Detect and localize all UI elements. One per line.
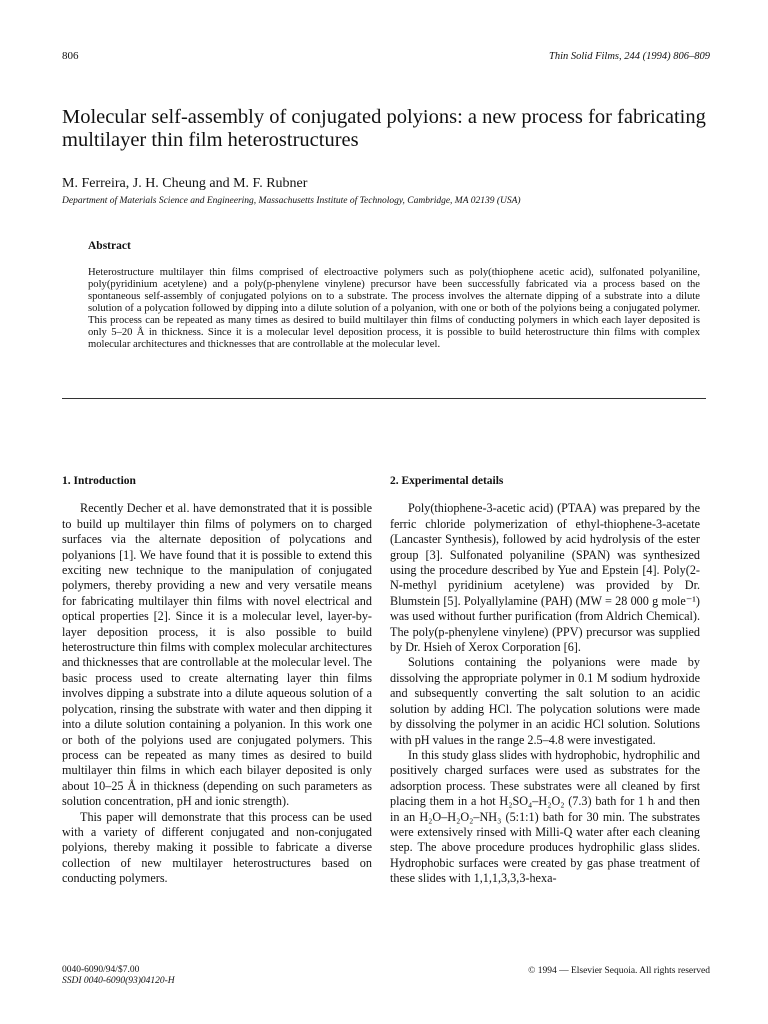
author-list: M. Ferreira, J. H. Cheung and M. F. Rubner — [62, 176, 308, 191]
introduction-heading: 1. Introduction — [62, 475, 136, 487]
abstract-text: Heterostructure multilayer thin films comprised of electroactive polymers such as poly(thiophene acetic acid), sulfonated polyaniline, poly(pyridinium acetylene) and a poly(p-phenylene vinylene) precursor have been successfully fabricated via a process based on the spontaneous self-assembly of conjugated polyions on to a substrate. The process involves the alternate dipping of a substrate into a dilute solution of a polycation followed by dipping into a dilute solution of a polyanion, with one or both of the polyions being a conjugated polymer. This process can be repeated as many times as desired to build multilayer thin films of conducting polymers in which each layer deposited is only 5–20 Å in thickness. Since it is a molecular level deposition process, it is possible to build heterostructure thin films with complex molecular architectures and thicknesses that are controllable at the molecular level. — [88, 267, 700, 350]
introduction-paragraph-2: This paper will demonstrate that this process can be used with a variety of different conjugated and non-conjugated polyions, thereby making it possible to fabricate a diverse collection of new multilayer heterostructures based on conducting polymers. — [62, 809, 372, 886]
article-title: Molecular self-assembly of conjugated polyions: a new process for fabricating multilayer thin film heterostructures — [62, 106, 706, 151]
introduction-column — [62, 474, 372, 887]
section-divider — [62, 398, 706, 399]
introduction-paragraph-1: Recently Decher et al. have demonstrated that it is possible to build up multilayer thin films of polymers on to charged surfaces via the alternate deposition of polycations and polyanions [1]. We have found that it is possible to extend this exciting new technique to the manipulation of conjugated polymers, thereby providing a new and very versatile means for fabricating multilayer thin films with novel electrical and optical properties [2]. Since it is a molecular level, layer-by-layer deposition process, it is also possible to build heterostructure thin films with complex molecular architectures and thicknesses that are controllable at the molecular level. The basic process used to create alternating layer thin films involves dipping a substrate into a dilute aqueous solution of a polycation, rinsing the substrate with water and then dipping it into a dilute solution containing a polyanion. In this work one or both of the polyions used are conjugated polymers. This process can be repeated as many times as desired to build multilayer thin films in which each bilayer deposited is only about 10–25 Å in thickness (depending on such parameters as solution concentration, pH and ionic strength). — [62, 501, 372, 809]
ssdi-code: SSDI 0040-6090(93)04120-H — [62, 976, 175, 986]
experimental-paragraph-2: Solutions containing the polyanions were made by dissolving the appropriate polymer in 0.1 M sodium hydroxide and subsequently converting the salt solution to an acidic solution by adding HCl. The polycation solutions were made by dissolving the polymer in an acidic HCl solution. Solutions with pH values in the range 2.5–4.8 were investigated. — [390, 655, 700, 747]
copyright-notice: © 1994 — Elsevier Sequoia. All rights reserved — [528, 966, 710, 976]
page-number: 806 — [62, 50, 79, 62]
experimental-heading: 2. Experimental details — [390, 475, 504, 487]
experimental-column — [390, 474, 700, 887]
journal-citation: Thin Solid Films, 244 (1994) 806–809 — [548, 51, 710, 62]
experimental-paragraph-3: In this study glass slides with hydrophobic, hydrophilic and positively charged surfaces were used as substrates for the adsorption process. These substrates were all cleaned by first placing them in a hot H₂SO₄–H₂O₂ (7.3) bath for 1 h and then in an H₂O–H₂O₂–NH₃ (5:1:1) bath for 30 min. The substrates were extensively rinsed with Milli-Q water after each cleaning step. The above procedure produces hydrophilic glass slides. Hydrophobic surfaces were created by gas phase treatment of these slides with 1,1,1,3,3,3-hexa- — [390, 747, 700, 886]
affiliation: Department of Materials Science and Engineering, Massachusetts Institute of Technology, Cambridge, MA 02139 (USA) — [62, 196, 521, 206]
experimental-paragraph-1: Poly(thiophene-3-acetic acid) (PTAA) was prepared by the ferric chloride polymerization of ethyl-thiophene-3-acetate (Lancaster Synthesis), followed by acid hydrolysis of the ester group [3]. Sulfonated polyaniline (SPAN) was synthesized using the procedure described by Yue and Epstein [4]. Poly(2-N-methyl pyridinium acetylene) was provided by Dr. Blumstein [5]. Polyallylamine (PAH) (MW = 28 000 g mole⁻¹) was used without further purification (from Aldrich Chemical). The poly(p-phenylene vinylene) (PPV) precursor was supplied by Dr. Hsieh of Xerox Corporation [6]. — [390, 501, 700, 655]
issn-code: 0040-6090/94/$7.00 — [62, 965, 140, 975]
abstract-heading: Abstract — [88, 240, 131, 252]
footer-codes — [62, 965, 175, 987]
